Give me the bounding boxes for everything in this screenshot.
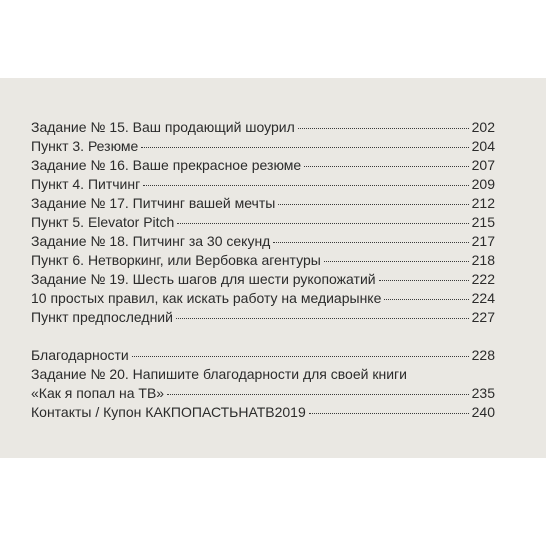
dot-leader [278,204,468,205]
dot-leader [177,223,468,224]
toc-entry [31,251,495,270]
toc-entry-page: 235 [471,385,495,401]
dot-leader [176,318,469,319]
toc-entry-title: Задание № 17. Питчинг вашей мечты [31,195,276,211]
toc-entry-title: Задание № 20. Напишите благодарности для своей книги [31,366,407,382]
toc-entry-continuation [31,384,495,403]
toc-entry-page: 240 [471,404,495,420]
dot-leader [143,185,468,186]
dot-leader [298,128,469,129]
toc-entry [31,137,495,156]
toc-entry-page: 204 [471,138,495,154]
toc-entry-title: Задание № 15. Ваш продающий шоурил [31,119,295,135]
dot-leader [132,356,469,357]
toc-entry-title: Задание № 16. Ваше прекрасное резюме [31,157,302,173]
toc-entry-title: Пункт 3. Резюме [31,138,139,154]
dot-leader [384,299,468,300]
section-gap [31,327,495,346]
dot-leader [304,166,468,167]
toc-entry-title: Пункт 6. Нетворкинг, или Вербовка агентуры [31,252,321,268]
book-page [0,78,546,458]
toc-entry-title: Задание № 19. Шесть шагов для шести рукопожатий [31,271,376,287]
toc-entry [31,308,495,327]
toc-entry-title: Задание № 18. Питчинг за 30 секунд [31,233,271,249]
toc-entry [31,289,495,308]
toc-entry [31,118,495,137]
toc-entry-title: Благодарности [31,347,129,363]
toc-entry-page: 218 [471,252,495,268]
toc-entry-title: «Как я попал на ТВ» [31,385,165,401]
dot-leader [379,280,469,281]
toc-entry-page: 202 [471,119,495,135]
toc-entry-title: Пункт 4. Питчинг [31,176,141,192]
toc-entry-page: 222 [471,271,495,287]
dot-leader [167,394,469,395]
toc-entry [31,346,495,365]
toc-entry-page: 227 [471,309,495,325]
toc-entry-page: 217 [471,233,495,249]
toc-entry-title: 10 простых правил, как искать работу на медиарынке [31,290,382,306]
toc-entry-page: 207 [471,157,495,173]
toc-entry [31,213,495,232]
dot-leader [324,261,469,262]
toc-entry-first-line [31,365,495,384]
toc-entry [31,403,495,422]
toc-entry-title: Пункт 5. Elevator Pitch [31,214,175,230]
toc-entry-page: 212 [471,195,495,211]
table-of-contents [31,118,495,422]
dot-leader [273,242,468,243]
toc-entry-page: 215 [471,214,495,230]
toc-entry-page: 228 [471,347,495,363]
toc-entry [31,270,495,289]
toc-entry [31,175,495,194]
toc-entry [31,232,495,251]
toc-entry-title: Контакты / Купон КАКПОПАСТЬНАТВ2019 [31,404,306,420]
toc-entry-title: Пункт предпоследний [31,309,173,325]
toc-entry [31,194,495,213]
dot-leader [141,147,468,148]
toc-entry-page: 209 [471,176,495,192]
toc-entry [31,156,495,175]
toc-entry-page: 224 [471,290,495,306]
dot-leader [309,413,469,414]
